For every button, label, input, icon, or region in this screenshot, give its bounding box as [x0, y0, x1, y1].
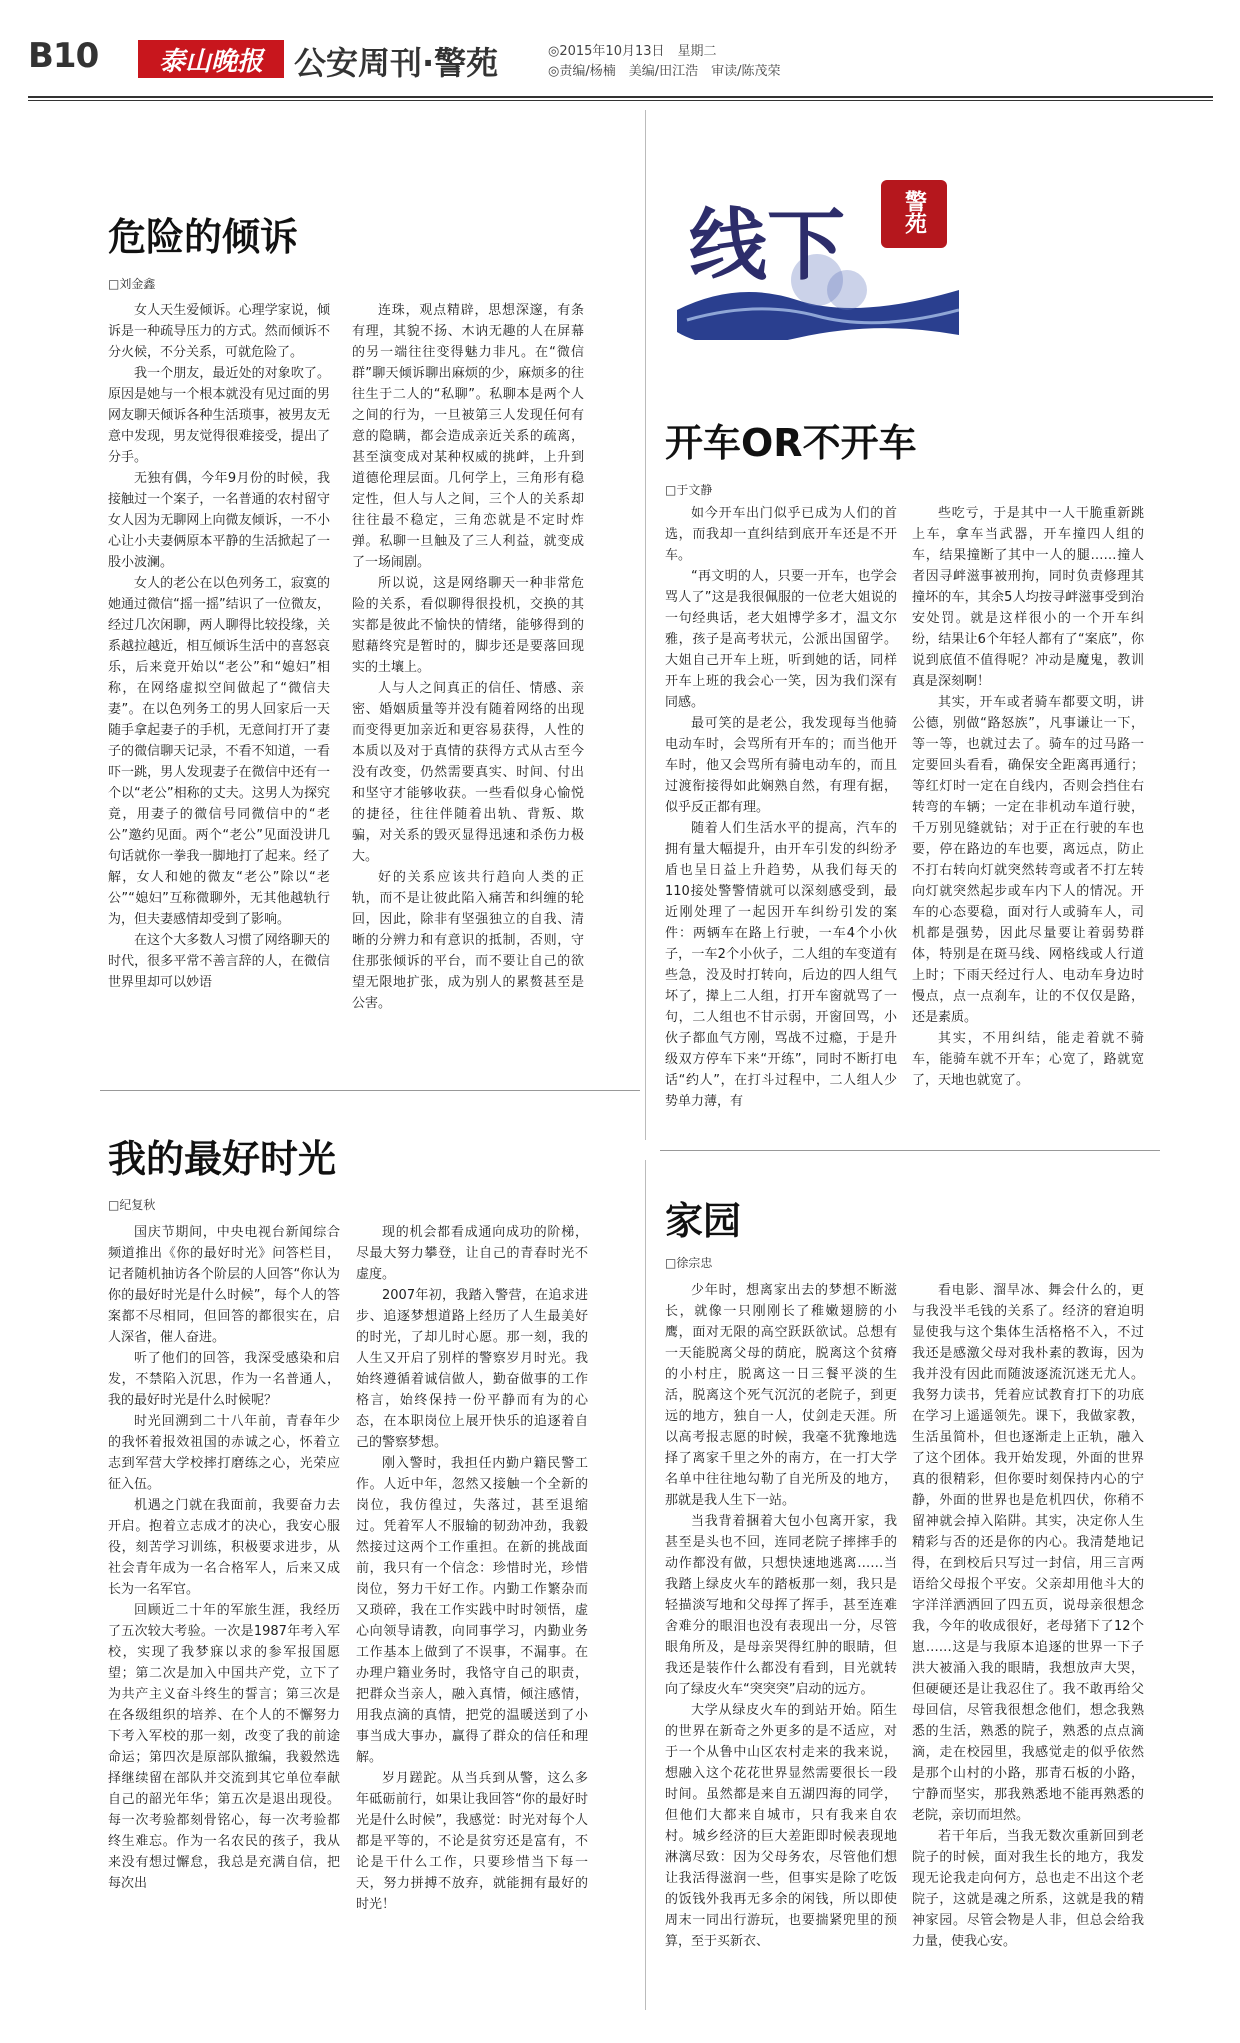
paragraph: 在这个大多数人习惯了网络聊天的时代，很多平常不善言辞的人，在微信世界里却可以妙语: [108, 933, 330, 990]
paragraph: 大学从绿皮火车的到站开始。陌生的世界在新奇之外更多的是不适应，对于一个从鲁中山区农村走来的我来说，想融入这个花花世界显然需要很长一段时间。虽然都是来自五湖四海的同学，但他们大都来自城市，只有我来自农村。城乡经济的巨大差距即时候表现地淋漓尽致：因为父母务农，尽管他们想让我活得滋润一些，但事实是除了吃饭的饭钱外我再无多余的闲钱，所以即使周末一同出行游玩，也要揣紧兜里的预算，至于买新衣、: [665, 1703, 897, 1949]
article-1-column-2: [352, 300, 584, 1030]
paragraph: 其实，开车或者骑车都要文明，讲公德，别做“路怒族”，凡事谦让一下，等一等，也就过去了。骑车的过马路一定要回头看看，确保安全距离再通行；等红灯时一定在自线内，否则会挡住右转弯的车辆；一定在非机动车道行驶，千万别见缝就钻；对于正在行驶的车也要，停在路边的车也要，离远点，防止不打右转向灯就突然转弯或者不打左转向灯就突然起步或车内下人的情况。开车的心态要稳，面对行人或骑车人，司机都是强势，因此尽量要让着弱势群体，特别是在斑马线、网格线或人行道上时；下雨天经过行人、电动车身边时慢点，点一点刹车，让的不仅仅是路，还是素质。: [912, 695, 1144, 1025]
paragraph: 所以说，这是网络聊天一种非常危险的关系，看似聊得很投机，交换的其实都是彼此不愉快的情绪，能够得到的慰藉终究是暂时的，脚步还是要落回现实的土壤上。: [352, 576, 584, 675]
article-2-column-1: [665, 503, 897, 1123]
issue-date: ◎2015年10月13日 星期二: [548, 44, 717, 59]
paragraph: 些吃亏，于是其中一人干脆重新跳上车，拿车当武器，开车撞四人组的车，结果撞断了其中一人的腿……撞人者因寻衅滋事被刑拘，同时负责修理其撞坏的车，其余5人均按寻衅滋事受到治安处罚。就是这样很小的一个开车纠纷，结果让6个年轻人都有了“案底”，你说到底值不值得呢？冲动是魔鬼，教训真是深刻啊！: [912, 506, 1144, 689]
article-byline-4: □徐宗忠: [665, 1256, 713, 1270]
article-4-column-1: [665, 1280, 897, 2010]
paragraph: 岁月蹉跎。从当兵到从警，这么多年砥砺前行，如果让我回答“你的最好时光是什么时候”，我感觉：时光对每个人都是平等的，不论是贫穷还是富有，不论是干什么工作，只要珍惜当下每一天，努力拼搏不放弃，就能拥有最好的时光！: [356, 1771, 588, 1912]
article-title-2: 开车OR不开车: [665, 421, 917, 465]
paragraph: 无独有偶，今年9月份的时候，我接触过一个案子，一名普通的农村留守女人因为无聊网上向微友倾诉，一不小心让小夫妻俩原本平静的生活掀起了一股小波澜。: [108, 471, 330, 570]
article-title-4: 家园: [665, 1199, 742, 1243]
section-divider-2: [660, 1150, 1160, 1151]
section-title: 公安周刊·警苑: [294, 44, 499, 82]
paragraph: 时光回溯到二十八年前，青春年少的我怀着报效祖国的赤诚之心，怀着立志到军营大学校摔打磨练之心，光荣应征入伍。: [108, 1414, 340, 1492]
paragraph: 当我背着捆着大包小包离开家，我甚至是头也不回，连同老院子摔摔手的动作都没有做，只想快速地逃离……当我踏上绿皮火车的踏板那一刻，我只是轻描淡写地和父母挥了挥手，甚至连难舍难分的眼泪也没有表现出一分，尽管眼角所及，是母亲哭得红肿的眼睛，但我还是装作什么都没有看到，目光就转向了绿皮火车“突突突”启动的远方。: [665, 1514, 897, 1697]
header-rule-thin: [28, 100, 1213, 101]
article-title-1: 危险的倾诉: [108, 215, 299, 259]
column-banner: [677, 160, 959, 340]
paragraph: 其实，不用纠结，能走着就不骑车，能骑车就不开车；心宽了，路就宽了，天地也就宽了。: [912, 1031, 1144, 1088]
article-byline-2: □于文静: [665, 483, 713, 497]
paragraph: 如今开车出门似乎已成为人们的首选，而我却一直纠结到底开车还是不开车。: [665, 506, 897, 563]
paragraph: 刚入警时，我担任内勤户籍民警工作。人近中年，忽然又接触一个全新的岗位，我仿徨过，失落过，甚至退缩过。凭着军人不服输的韧劲冲劲，我毅然接过这两个工作重担。在新的挑战面前，我只有一个信念：珍惜时光，珍惜岗位，努力干好工作。内勤工作繁杂而又琐碎，我在工作实践中时时领悟，虚心向领导请教，向同事学习，内勤业务工作基本上做到了不误事，不漏事。在办理户籍业务时，我恪守自己的职责，把群众当亲人，融入真情，倾注感情，用我点滴的真情，把党的温暖送到了小事当成大事办，赢得了群众的信任和理解。: [356, 1456, 588, 1765]
paragraph: 女人天生爱倾诉。心理学家说，倾诉是一种疏导压力的方式。然而倾诉不分火候，不分关系，可就危险了。: [108, 303, 330, 360]
banner-graphic: [677, 160, 959, 340]
banner-seal-text: 警苑: [901, 190, 927, 234]
article-3-column-2: [356, 1222, 588, 1992]
paragraph: 连珠，观点精辟，思想深邃，有条有理，其貌不扬、木讷无趣的人在屏幕的另一端往往变得魅力非凡。在“微信群”聊天倾诉聊出麻烦的少，麻烦多的往往生于二人的“私聊”。私聊本是两个人之间的行为，一旦被第三人发现任何有意的隐瞒，都会造成亲近关系的疏离，甚至演变成对某种权威的挑衅，上升到道德伦理层面。几何学上，三角形有稳定性，但人与人之间，三个人的关系却往往最不稳定，三角恋就是不定时炸弹。私聊一旦触及了三人利益，就变成了一场闹剧。: [352, 303, 584, 570]
column-divider-2: [645, 1160, 646, 2010]
paragraph: 2007年初，我踏入警营，在追求进步、追逐梦想道路上经历了人生最美好的时光，了却儿时心愿。那一刻，我的人生又开启了别样的警察岁月时光。我始终遵循着诚信做人，勤奋做事的工作格言，始终保持一份平静而有为的心态，在本职岗位上展开快乐的追逐着自己的警察梦想。: [356, 1288, 588, 1450]
section-divider: [100, 1090, 640, 1091]
paragraph: 人与人之间真正的信任、情感、亲密、婚姻质量等并没有随着网络的出现而变得更加亲近和更容易获得，人性的本质以及对于真情的获得方式从古至今没有改变，仍然需要真实、时间、付出和坚守才能够收获。一些看似身心愉悦的捷径，往往伴随着出轨、背叛、欺骗，对关系的毁灭显得迅速和杀伤力极大。: [352, 681, 584, 864]
paragraph: 回顾近二十年的军旅生涯，我经历了五次较大考验。一次是1987年考入军校，实现了我梦寐以求的参军报国愿望；第二次是加入中国共产党，立下了为共产主义奋斗终生的誓言；第三次是在各级组织的培养、在个人的不懈努力下考入军校的那一刻，改变了我的前途命运；第四次是原部队撤编，我毅然选择继续留在部队并交流到其它单位奉献自己的韶光年华；第五次是退出现役。每一次考验都刻骨铭心，每一次考验都终生难忘。作为一名农民的孩子，我从来没有想过懈怠，我总是充满自信，把每次出: [108, 1603, 340, 1891]
paragraph: 最可笑的是老公，我发现每当他骑电动车时，会骂所有开车的；而当他开车时，他又会骂所有骑电动车的，而且过渡衔接得如此娴熟自然，有理有据，似乎反正都有理。: [665, 716, 897, 815]
column-divider: [645, 110, 646, 1140]
paragraph: “再文明的人，只要一开车，也学会骂人了”这是我很佩服的一位老大姐说的一句经典话，老大姐博学多才，温文尔雅，孩子是高考状元，公派出国留学。大姐自己开车上班，听到她的话，同样开车上班的我会心一笑，因为我们深有同感。: [665, 569, 897, 710]
header-rule: [28, 96, 1213, 98]
page-number: B10: [28, 36, 99, 76]
article-1-column-1: [108, 300, 330, 1030]
article-2-column-2: [912, 503, 1144, 1123]
paragraph: 随着人们生活水平的提高，汽车的拥有量大幅提升，由开车引发的纠纷矛盾也呈日益上升趋势，从我们每天的110接处警警情就可以深刻感受到，最近刚处理了一起因开车纠纷引发的案件：两辆车在路上行驶，一车4个小伙子，一车2个小伙子，二人组的车变道有些急，没及时打转向，后边的四人组气坏了，撵上二人组，打开车窗就骂了一句，二人组也不甘示弱，开窗回骂，小伙子都血气方刚，骂战不过瘾，于是升级双方停车下来“开练”，同时不断打电话“约人”，在打斗过程中，二人组人少势单力薄，有: [665, 821, 897, 1109]
editor-credits: ◎责编/杨楠 美编/田江浩 审读/陈茂荣: [548, 64, 781, 79]
paragraph: 机遇之门就在我面前，我要奋力去开启。抱着立志成才的决心，我安心服役，刻苦学习训练，积极要求进步，从社会青年成为一名合格军人，后来又成长为一名军官。: [108, 1498, 340, 1597]
paragraph: 现的机会都看成通向成功的阶梯，尽最大努力攀登，让自己的青春时光不虚度。: [356, 1225, 588, 1282]
paragraph: 女人的老公在以色列务工，寂寞的她通过微信“摇一摇”结识了一位微友，经过几次闲聊，两人聊得比较投缘，关系越拉越近，相互倾诉生活中的喜怒哀乐，后来竟开始以“老公”和“媳妇”相称，在网络虚拟空间做起了“微信夫妻”。在以色列务工的男人回家后一天随手拿起妻子的手机，无意间打开了妻子的微信聊天记录，不看不知道，一看吓一跳，男人发现妻子在微信中还有一个以“老公”相称的丈夫。这男人为探究竟，用妻子的微信号同微信中的“老公”邀约见面。两个“老公”见面没讲几句话就你一拳我一脚地打了起来。经了解，女人和她的微友“老公”除以“老公”“媳妇”互称微聊外，无其他越轨行为，但夫妻感情却受到了影响。: [108, 576, 330, 927]
paragraph: 听了他们的回答，我深受感染和启发，不禁陷入沉思，作为一名普通人，我的最好时光是什么时候呢？: [108, 1351, 340, 1408]
paragraph: 国庆节期间，中央电视台新闻综合频道推出《你的最好时光》问答栏目，记者随机抽访各个阶层的人回答“你认为你的最好时光是什么时候”，每个人的答案都不尽相同，但回答的都很实在，启人深省，催人奋进。: [108, 1225, 340, 1345]
paragraph: 好的关系应该共行趋向人类的正轨，而不是让彼此陷入痛苦和纠缠的轮回，因此，除非有坚强独立的自我、清晰的分辨力和有意识的抵制，否则，守住那张倾诉的平台，而不要让自己的欲望无限地扩张，成为别人的累赘甚至是公害。: [352, 870, 584, 1011]
page-header: [28, 28, 1213, 90]
newspaper-logo: 泰山晚报: [138, 40, 284, 78]
paragraph: 看电影、溜旱冰、舞会什么的，更与我没半毛钱的关系了。经济的窘迫明显使我与这个集体生活格格不入，不过我还是感激父母对我朴素的教诲，因为我并没有因此而随波逐流沉迷无尤人。我努力读书，凭着应试教育打下的功底在学习上遥遥领先。课下，我做家教，生活虽简朴，但也逐渐走上正轨，融入了这个团体。我开始发现，外面的世界真的很精彩，但你要时刻保持内心的宁静，外面的世界也是危机四伏，你稍不留神就会掉入陷阱。其实，决定你人生精彩与否的还是你的内心。我清楚地记得，在到校后只写过一封信，用三言两语给父母报个平安。父亲却用他斗大的字洋洋洒洒回了四五页，说母亲很想念我，今年的收成很好，老母猪下了12个崽……这是与我原本追逐的世界一下子洪大被涌入我的眼睛，我想放声大哭，但硬硬还是让我忍住了。我不敢再给父母回信，尽管我很想念他们，想念我熟悉的生活，熟悉的院子，熟悉的点点滴滴，走在校园里，我感觉走的似乎依然是那个山村的小路，那青石板的小路，宁静而坚实，那我熟悉地不能再熟悉的老院，亲切而坦然。: [912, 1283, 1144, 1823]
banner-main-text: 线下: [689, 200, 846, 291]
article-4-column-2: [912, 1280, 1144, 2010]
article-title-3: 我的最好时光: [108, 1137, 337, 1181]
paragraph: 少年时，想离家出去的梦想不断滋长，就像一只刚刚长了稚嫩翅膀的小鹰，面对无限的高空跃跃欲试。总想有一天能脱离父母的荫庇，脱离这个贫瘠的小村庄，脱离这一日三餐平淡的生活，脱离这个死气沉沉的老院子，到更远的地方，独自一人，仗剑走天涯。所以高考报志愿的时候，我毫不犹豫地选择了离家千里之外的南方，在一打大学名单中往往地勾勒了自光所及的地方，那就是我人生下一站。: [665, 1283, 897, 1508]
article-byline-3: □纪复秋: [108, 1198, 156, 1212]
paragraph: 我一个朋友，最近处的对象吹了。原因是她与一个根本就没有见过面的男网友聊天倾诉各种生活琐事，被男友无意中发现，男友觉得很难接受，提出了分手。: [108, 366, 330, 465]
paragraph: 若干年后，当我无数次重新回到老院子的时候，面对我生长的地方，我发现无论我走向何方，总也走不出这个老院子，这就是魂之所系，这就是我的精神家园。尽管会物是人非，但总会给我力量，使我心安。: [912, 1829, 1144, 1949]
article-byline-1: □刘金鑫: [108, 277, 156, 291]
article-3-column-1: [108, 1222, 340, 1992]
